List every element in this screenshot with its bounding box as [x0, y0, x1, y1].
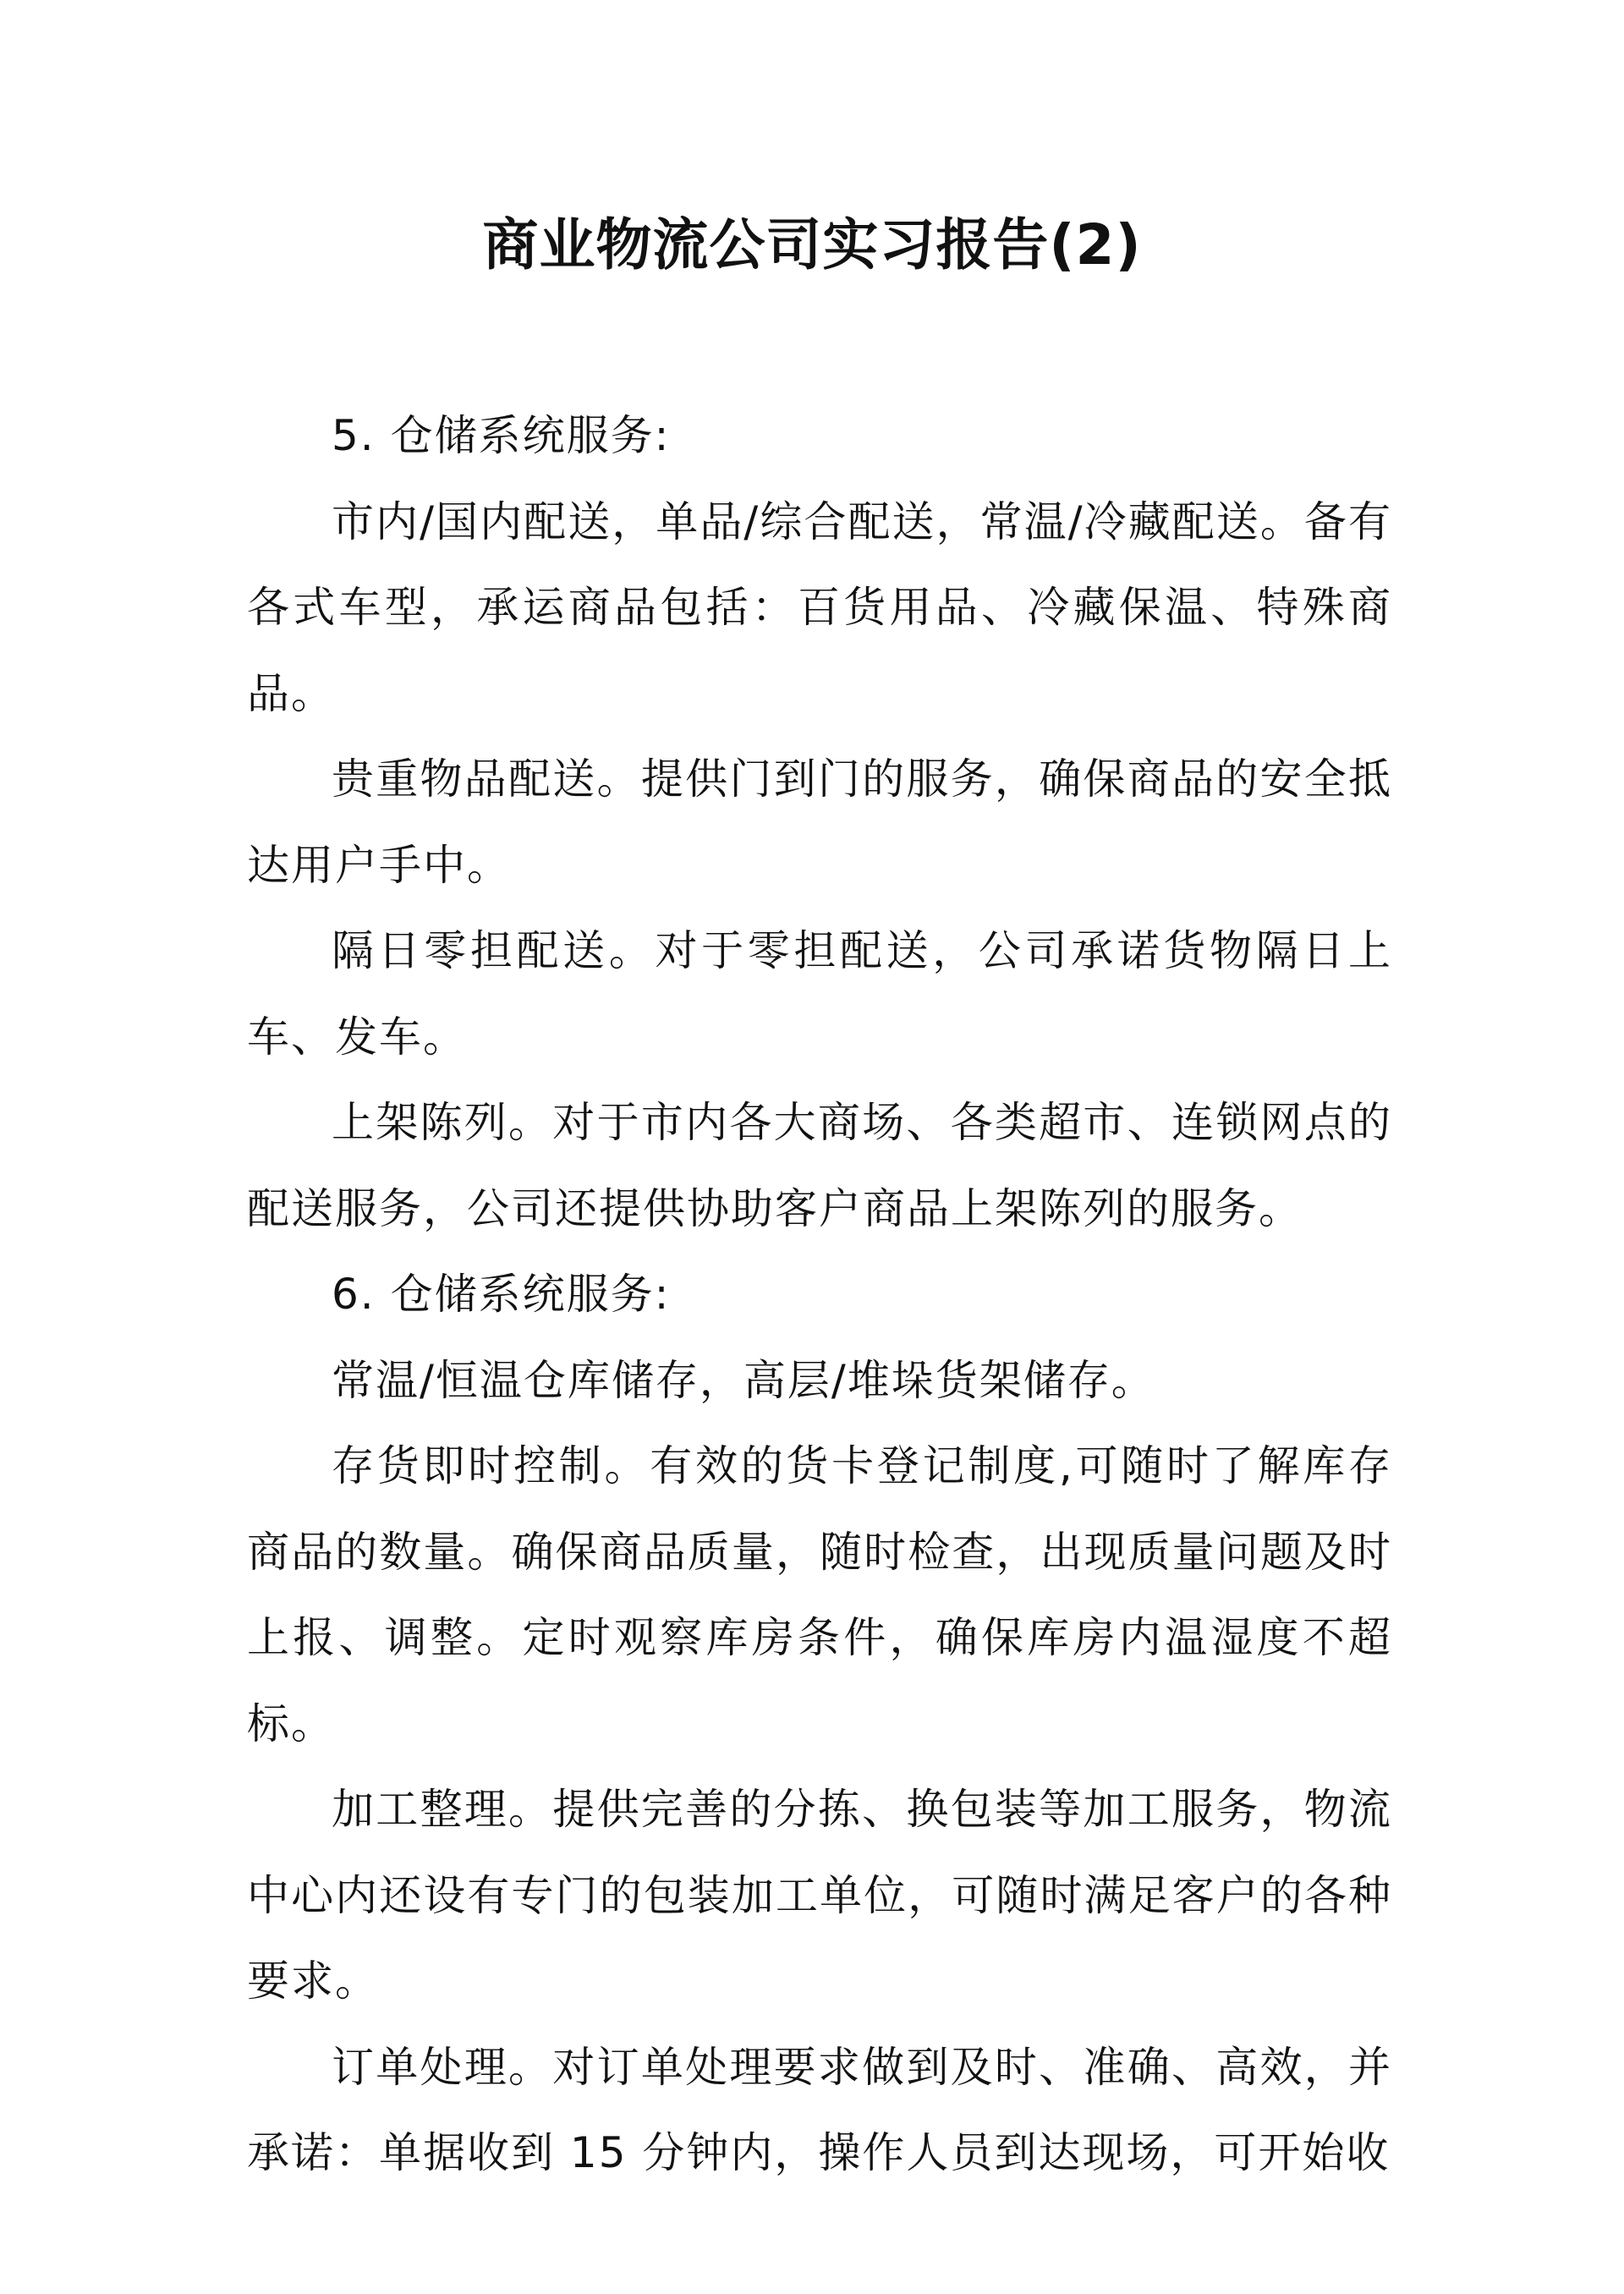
paragraph-storage-types: 常温/恒温仓库储存，高层/堆垛货架储存。: [332, 1355, 1155, 1405]
paragraph-section-5-heading: 5. 仓储系统服务:: [332, 411, 671, 460]
paragraph-delivery-types: 市内/国内配送，单品/综合配送，常温/冷藏配送。备有各式车型，承运商品包括：百货用品、冷藏保温、特殊商品。: [247, 497, 1392, 718]
paragraph-shelving-display: 上架陈列。对于市内各大商场、各类超市、连锁网点的配送服务，公司还提供协助客户商品上架陈列的服务。: [247, 1098, 1392, 1233]
paragraph-next-day-ltl: 隔日零担配送。对于零担配送，公司承诺货物隔日上车、发车。: [247, 926, 1392, 1062]
paragraph-order-processing: 订单处理。对订单处理要求做到及时、准确、高效，并承诺：单据收到 15 分钟内，操作人员到达现场，可开始收: [247, 2042, 1392, 2177]
paragraph-inventory-control: 存货即时控制。有效的货卡登记制度,可随时了解库存商品的数量。确保商品质量，随时检查，出现质量问题及时上报、调整。定时观察库房条件，确保库房内温湿度不超标。: [247, 1441, 1392, 1748]
document-body: [247, 393, 1392, 2197]
paragraph-section-6-heading: 6. 仓储系统服务:: [332, 1270, 671, 1319]
paragraph-processing: 加工整理。提供完善的分拣、换包装等加工服务，物流中心内还设有专门的包装加工单位，可随时满足客户的各种要求。: [247, 1785, 1392, 2006]
document-title: 商业物流公司实习报告(2): [482, 212, 1142, 277]
paragraph-valuables-delivery: 贵重物品配送。提供门到门的服务，确保商品的安全抵达用户手中。: [247, 755, 1392, 890]
